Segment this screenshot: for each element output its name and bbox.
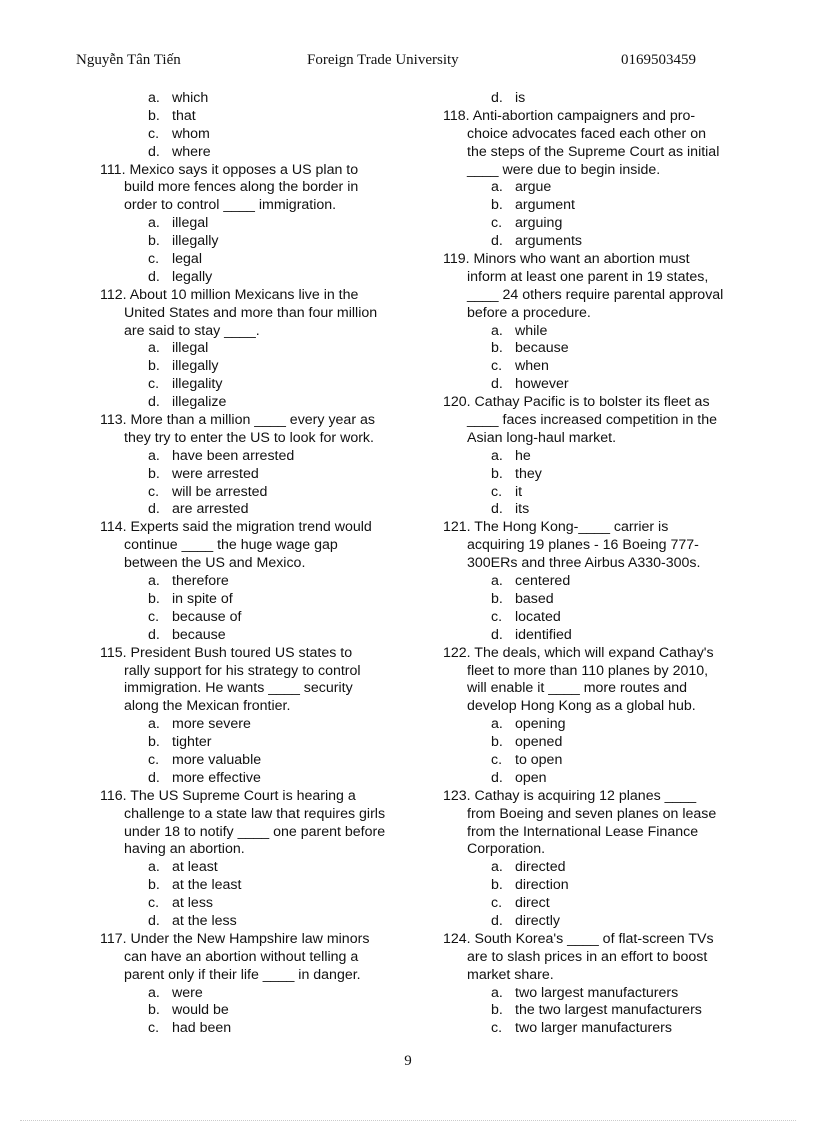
answer-option [100, 501, 420, 519]
option-letter: d. [491, 376, 503, 393]
question-continuation-line [100, 698, 420, 716]
option-text: are arrested [172, 501, 249, 518]
answer-option [100, 1020, 420, 1038]
left-column [100, 90, 420, 1038]
question-text: 122. The deals, which will expand Cathay's [443, 644, 714, 661]
option-text: two largest manufacturers [515, 984, 679, 1001]
page-header [0, 52, 816, 74]
answer-option [443, 215, 763, 233]
option-letter: b. [491, 590, 503, 607]
option-text: when [515, 358, 549, 375]
question-continuation-line [100, 824, 420, 842]
option-text: were [172, 984, 203, 1001]
option-text: will be arrested [172, 483, 268, 500]
answer-option [100, 340, 420, 358]
answer-option [100, 627, 420, 645]
answer-option [443, 716, 763, 734]
question-text: 121. The Hong Kong-____ carrier is [443, 519, 669, 536]
option-letter: b. [491, 340, 503, 357]
option-letter: d. [148, 912, 160, 929]
question-continuation-line [443, 555, 763, 573]
question-text: 113. More than a million ____ every year as [100, 412, 375, 429]
question-continuation-line [443, 949, 763, 967]
question-text: 116. The US Supreme Court is hearing a [100, 787, 356, 804]
question-text-continued: will enable it ____ more routes and [467, 680, 688, 697]
question-line [100, 645, 420, 663]
question-line [100, 931, 420, 949]
option-letter: c. [148, 483, 160, 500]
answer-option [100, 484, 420, 502]
answer-option [443, 233, 763, 251]
option-text: illegal [172, 340, 209, 357]
question-text-continued: Asian long-haul market. [467, 429, 617, 446]
question-text-continued: build more fences along the border in [124, 179, 359, 196]
question-text-continued: fleet to more than 110 planes by 2010, [467, 662, 709, 679]
option-text: illegal [172, 215, 209, 232]
option-text: however [515, 376, 569, 393]
option-text: in spite of [172, 590, 233, 607]
answer-option [100, 573, 420, 591]
question-continuation-line [443, 663, 763, 681]
option-text: which [172, 90, 209, 106]
question-continuation-line [100, 323, 420, 341]
option-letter: b. [148, 734, 160, 751]
option-text: would be [172, 1002, 229, 1019]
option-text: arguing [515, 215, 563, 232]
option-text: it [515, 483, 523, 500]
question-text-continued: are to slash prices in an effort to boost [467, 948, 708, 965]
question-continuation-line [443, 412, 763, 430]
option-letter: b. [491, 734, 503, 751]
answer-option [443, 1002, 763, 1020]
option-letter: a. [148, 859, 160, 876]
option-text: at less [172, 895, 214, 912]
option-letter: d. [148, 268, 160, 285]
option-letter: c. [148, 751, 160, 768]
option-text: illegally [172, 233, 219, 250]
question-text-continued: inform at least one parent in 19 states, [467, 268, 709, 285]
question-continuation-line [443, 967, 763, 985]
option-letter: a. [491, 322, 503, 339]
answer-option [100, 448, 420, 466]
question-text-continued: having an abortion. [124, 841, 245, 858]
answer-option [443, 90, 763, 108]
option-letter: b. [491, 197, 503, 214]
question-text-continued: parent only if their life ____ in danger. [124, 966, 361, 983]
answer-option [443, 985, 763, 1003]
answer-option [100, 90, 420, 108]
question-continuation-line [100, 663, 420, 681]
question-continuation-line [100, 537, 420, 555]
option-text: tighter [172, 734, 212, 751]
option-text: he [515, 447, 531, 464]
option-text: more severe [172, 716, 251, 733]
answer-option [443, 358, 763, 376]
option-text: open [515, 769, 547, 786]
answer-option [443, 627, 763, 645]
answer-option [100, 394, 420, 412]
option-letter: a. [148, 90, 160, 106]
question-continuation-line [443, 430, 763, 448]
option-letter: d. [491, 90, 503, 106]
question-text: 124. South Korea's ____ of flat-screen TVs [443, 930, 714, 947]
option-letter: c. [148, 376, 160, 393]
question-text-continued: are said to stay ____. [124, 322, 260, 339]
answer-option [100, 108, 420, 126]
answer-option [100, 716, 420, 734]
answer-option [100, 376, 420, 394]
question-text-continued: market share. [467, 966, 554, 983]
question-text: 115. President Bush toured US states to [100, 644, 353, 661]
header-phone: 0169503459 [621, 52, 696, 68]
question-text-continued: along the Mexican frontier. [124, 698, 291, 715]
question-text: 117. Under the New Hampshire law minors [100, 930, 370, 947]
question-text: 120. Cathay Pacific is to bolster its fleet as [443, 394, 710, 411]
option-text: centered [515, 573, 571, 590]
question-continuation-line [100, 305, 420, 323]
question-continuation-line [443, 287, 763, 305]
question-text-continued: from the International Lease Finance [467, 823, 699, 840]
option-letter: b. [148, 107, 160, 124]
option-letter: c. [491, 215, 503, 232]
answer-option [443, 770, 763, 788]
option-letter: d. [148, 143, 160, 160]
question-continuation-line [100, 179, 420, 197]
answer-option [443, 323, 763, 341]
question-continuation-line [443, 269, 763, 287]
option-text: identified [515, 626, 572, 643]
question-line [443, 931, 763, 949]
answer-option [443, 376, 763, 394]
answer-option [100, 358, 420, 376]
question-text-continued: the steps of the Supreme Court as initial [467, 143, 720, 160]
question-text: 114. Experts said the migration trend would [100, 519, 372, 536]
option-text: direct [515, 895, 550, 912]
question-continuation-line [100, 197, 420, 215]
answer-option [100, 251, 420, 269]
option-letter: c. [148, 1020, 160, 1037]
option-letter: c. [148, 251, 160, 268]
option-text: is [515, 90, 526, 106]
option-text: whom [172, 125, 210, 142]
question-continuation-line [100, 949, 420, 967]
question-text-continued: acquiring 19 planes - 16 Boeing 777- [467, 537, 699, 554]
option-text: because [172, 626, 226, 643]
question-continuation-line [443, 305, 763, 323]
question-text-continued: develop Hong Kong as a global hub. [467, 698, 696, 715]
option-letter: a. [491, 984, 503, 1001]
answer-option [443, 734, 763, 752]
answer-option [100, 466, 420, 484]
answer-option [100, 877, 420, 895]
option-letter: c. [491, 751, 503, 768]
option-letter: d. [491, 626, 503, 643]
option-text: because [515, 340, 569, 357]
answer-option [443, 573, 763, 591]
question-text-continued: under 18 to notify ____ one parent before [124, 823, 386, 840]
question-continuation-line [443, 144, 763, 162]
option-text: legal [172, 251, 202, 268]
option-letter: c. [491, 1020, 503, 1037]
option-letter: a. [148, 716, 160, 733]
question-text-continued: ____ 24 others require parental approval [467, 286, 724, 303]
option-letter: c. [148, 608, 160, 625]
option-text: to open [515, 751, 563, 768]
answer-option [443, 466, 763, 484]
question-text-continued: between the US and Mexico. [124, 555, 306, 572]
option-letter: d. [148, 394, 160, 411]
option-letter: a. [148, 447, 160, 464]
option-text: opened [515, 734, 563, 751]
answer-option [443, 752, 763, 770]
option-letter: b. [148, 1002, 160, 1019]
option-letter: b. [148, 590, 160, 607]
option-text: were arrested [172, 465, 259, 482]
answer-option [443, 448, 763, 466]
option-letter: d. [148, 769, 160, 786]
option-text: that [172, 107, 196, 124]
question-text: 123. Cathay is acquiring 12 planes ____ [443, 787, 697, 804]
question-text-continued: order to control ____ immigration. [124, 197, 337, 214]
option-letter: d. [491, 769, 503, 786]
question-text-continued: ____ were due to begin inside. [467, 161, 661, 178]
question-continuation-line [443, 680, 763, 698]
answer-option [100, 734, 420, 752]
option-text: at the less [172, 912, 237, 929]
question-text-continued: immigration. He wants ____ security [124, 680, 353, 697]
answer-option [100, 913, 420, 931]
option-text: directly [515, 912, 560, 929]
question-continuation-line [443, 698, 763, 716]
option-text: more effective [172, 769, 261, 786]
answer-option [100, 215, 420, 233]
option-letter: c. [491, 895, 503, 912]
answer-option [443, 501, 763, 519]
option-text: the two largest manufacturers [515, 1002, 702, 1019]
question-text-continued: Corporation. [467, 841, 546, 858]
question-text-continued: choice advocates faced each other on [467, 125, 706, 142]
question-text-continued: United States and more than four million [124, 304, 378, 321]
option-letter: d. [148, 501, 160, 518]
answer-option [443, 1020, 763, 1038]
option-text: based [515, 590, 554, 607]
answer-option [100, 233, 420, 251]
question-continuation-line [443, 537, 763, 555]
option-text: opening [515, 716, 566, 733]
answer-option [443, 609, 763, 627]
question-continuation-line [443, 806, 763, 824]
option-letter: d. [491, 501, 503, 518]
option-text: its [515, 501, 530, 518]
answer-option [443, 895, 763, 913]
option-text: legally [172, 268, 213, 285]
header-author: Nguyễn Tân Tiến [76, 52, 181, 68]
question-continuation-line [100, 841, 420, 859]
answer-option [443, 913, 763, 931]
option-text: arguments [515, 233, 583, 250]
option-text: where [172, 143, 211, 160]
answer-option [443, 484, 763, 502]
option-text: more valuable [172, 751, 262, 768]
question-continuation-line [443, 126, 763, 144]
option-letter: c. [491, 483, 503, 500]
answer-option [443, 197, 763, 215]
question-text-continued: they try to enter the US to look for work. [124, 429, 374, 446]
question-text-continued: ____ faces increased competition in the [467, 412, 718, 429]
option-letter: b. [148, 233, 160, 250]
option-text: direction [515, 877, 569, 894]
page-number: 9 [404, 1053, 412, 1069]
question-line [100, 788, 420, 806]
question-text-continued: rally support for his strategy to control [124, 662, 361, 679]
answer-option [100, 269, 420, 287]
question-line [443, 788, 763, 806]
option-letter: b. [148, 465, 160, 482]
question-text-continued: from Boeing and seven planes on lease [467, 805, 717, 822]
question-line [100, 287, 420, 305]
answer-option [100, 126, 420, 144]
option-letter: a. [148, 573, 160, 590]
option-text: because of [172, 608, 242, 625]
page-bottom-divider [20, 1120, 796, 1121]
option-text: illegally [172, 358, 219, 375]
answer-option [443, 340, 763, 358]
option-text: illegalize [172, 394, 227, 411]
option-letter: b. [148, 877, 160, 894]
question-text: 112. About 10 million Mexicans live in the [100, 286, 359, 303]
answer-option [443, 591, 763, 609]
question-line [443, 251, 763, 269]
answer-option [100, 609, 420, 627]
option-letter: b. [491, 1002, 503, 1019]
right-column [443, 90, 763, 1038]
option-letter: a. [148, 984, 160, 1001]
answer-option [100, 859, 420, 877]
option-text: two larger manufacturers [515, 1020, 672, 1037]
question-continuation-line [443, 841, 763, 859]
question-text-continued: challenge to a state law that requires girls [124, 805, 386, 822]
answer-option [100, 752, 420, 770]
question-continuation-line [100, 967, 420, 985]
option-letter: b. [148, 358, 160, 375]
question-line [443, 394, 763, 412]
question-line [443, 519, 763, 537]
question-text-continued: continue ____ the huge wage gap [124, 537, 338, 554]
option-text: therefore [172, 573, 229, 590]
question-line [100, 412, 420, 430]
option-letter: a. [148, 215, 160, 232]
answer-option [443, 179, 763, 197]
option-letter: c. [148, 125, 160, 142]
question-continuation-line [443, 162, 763, 180]
question-line [443, 108, 763, 126]
option-letter: c. [148, 895, 160, 912]
answer-option [100, 144, 420, 162]
question-text-continued: before a procedure. [467, 304, 591, 321]
option-letter: b. [491, 877, 503, 894]
answer-option [443, 877, 763, 895]
answer-option [443, 859, 763, 877]
option-text: argument [515, 197, 575, 214]
answer-option [100, 985, 420, 1003]
question-line [100, 162, 420, 180]
option-letter: a. [491, 859, 503, 876]
question-continuation-line [100, 430, 420, 448]
question-continuation-line [443, 824, 763, 842]
option-letter: a. [148, 340, 160, 357]
option-letter: a. [491, 573, 503, 590]
option-text: illegality [172, 376, 223, 393]
option-text: argue [515, 179, 552, 196]
question-text: 111. Mexico says it opposes a US plan to [100, 161, 359, 178]
answer-option [100, 591, 420, 609]
answer-option [100, 895, 420, 913]
option-text: directed [515, 859, 566, 876]
option-text: had been [172, 1020, 232, 1037]
option-letter: a. [491, 447, 503, 464]
option-text: while [515, 322, 548, 339]
option-letter: b. [491, 465, 503, 482]
question-text: 118. Anti-abortion campaigners and pro- [443, 107, 696, 124]
question-continuation-line [100, 555, 420, 573]
question-line [100, 519, 420, 537]
answer-option [100, 770, 420, 788]
question-text-continued: can have an abortion without telling a [124, 948, 359, 965]
question-continuation-line [100, 806, 420, 824]
header-university: Foreign Trade University [307, 52, 459, 68]
option-letter: c. [491, 608, 503, 625]
option-letter: d. [148, 626, 160, 643]
option-text: they [515, 465, 542, 482]
question-text-continued: 300ERs and three Airbus A330-300s. [467, 555, 701, 572]
option-letter: d. [491, 233, 503, 250]
option-letter: a. [491, 716, 503, 733]
question-line [443, 645, 763, 663]
option-letter: d. [491, 912, 503, 929]
answer-option [100, 1002, 420, 1020]
question-continuation-line [100, 680, 420, 698]
option-text: have been arrested [172, 447, 295, 464]
option-text: at the least [172, 877, 242, 894]
option-letter: c. [491, 358, 503, 375]
option-letter: a. [491, 179, 503, 196]
option-text: located [515, 608, 561, 625]
question-text: 119. Minors who want an abortion must [443, 251, 690, 268]
option-text: at least [172, 859, 218, 876]
